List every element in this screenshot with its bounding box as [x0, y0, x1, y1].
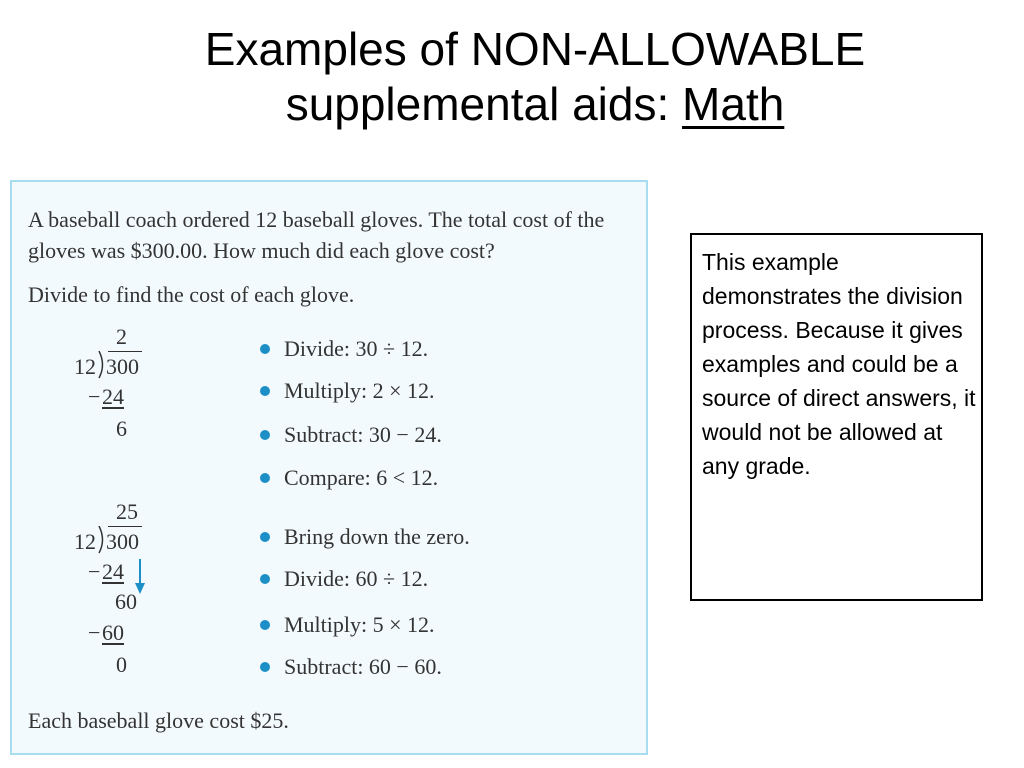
bullet-icon: [260, 620, 270, 630]
step-item: [260, 610, 435, 640]
step-text: Multiply: 2 × 12.: [284, 378, 435, 403]
title-line-2: [120, 77, 950, 132]
step-text: Divide: 60 ÷ 12.: [284, 566, 429, 591]
bullet-icon: [260, 430, 270, 440]
remainder: 0: [116, 652, 127, 677]
step-text: Compare: 6 < 12.: [284, 465, 439, 490]
step-text: Bring down the zero.: [284, 524, 470, 549]
dividend: 300: [106, 529, 139, 554]
step-item: [260, 376, 435, 406]
subtrahend: 60: [102, 620, 124, 645]
step-item: [260, 463, 438, 493]
bullet-icon: [260, 344, 270, 354]
bullet-icon: [260, 473, 270, 483]
final-answer: Each baseball glove cost $25.: [28, 708, 289, 733]
math-example-image: [10, 180, 648, 755]
subtrahend: 24: [102, 384, 124, 409]
bullet-icon: [260, 574, 270, 584]
divisor: 12: [74, 354, 96, 379]
step-item: [260, 420, 442, 450]
explanation-text: This example demonstrates the division process. Because it gives examples and could be a source of direct answers, it would not be allowed at any grade.: [702, 249, 976, 479]
remainder: 6: [116, 416, 127, 441]
bullet-icon: [260, 662, 270, 672]
minus-sign: −: [88, 384, 101, 409]
word-problem: A baseball coach ordered 12 baseball gloves. The total cost of the gloves was $300.00. How much did each glove cost?: [28, 207, 605, 263]
subtrahend: 24: [102, 559, 124, 584]
minus-sign: −: [88, 620, 101, 645]
title-prefix: supplemental aids:: [285, 78, 683, 130]
divisor: 12: [74, 529, 96, 554]
instruction-text: Divide to find the cost of each glove.: [28, 282, 355, 307]
slide-title: [120, 22, 950, 132]
title-subject: Math: [682, 78, 785, 130]
step-text: Divide: 30 ÷ 12.: [284, 336, 429, 361]
partial-result: 60: [115, 589, 137, 614]
bring-down-arrow-icon: [134, 559, 146, 595]
step-item: [260, 564, 428, 594]
step-text: Subtract: 30 − 24.: [284, 422, 442, 447]
step-text: Multiply: 5 × 12.: [284, 612, 435, 637]
bullet-icon: [260, 386, 270, 396]
dividend: 300: [106, 354, 139, 379]
minus-sign: −: [88, 559, 101, 584]
bullet-icon: [260, 532, 270, 542]
step-item: [260, 334, 428, 364]
quotient: 25: [116, 499, 138, 524]
step-text: Subtract: 60 − 60.: [284, 654, 442, 679]
step-item: [260, 652, 442, 682]
step-item: [260, 522, 470, 552]
quotient: 2: [116, 324, 127, 349]
explanation-box: [690, 233, 983, 601]
title-line-1: Examples of NON-ALLOWABLE: [204, 23, 866, 75]
